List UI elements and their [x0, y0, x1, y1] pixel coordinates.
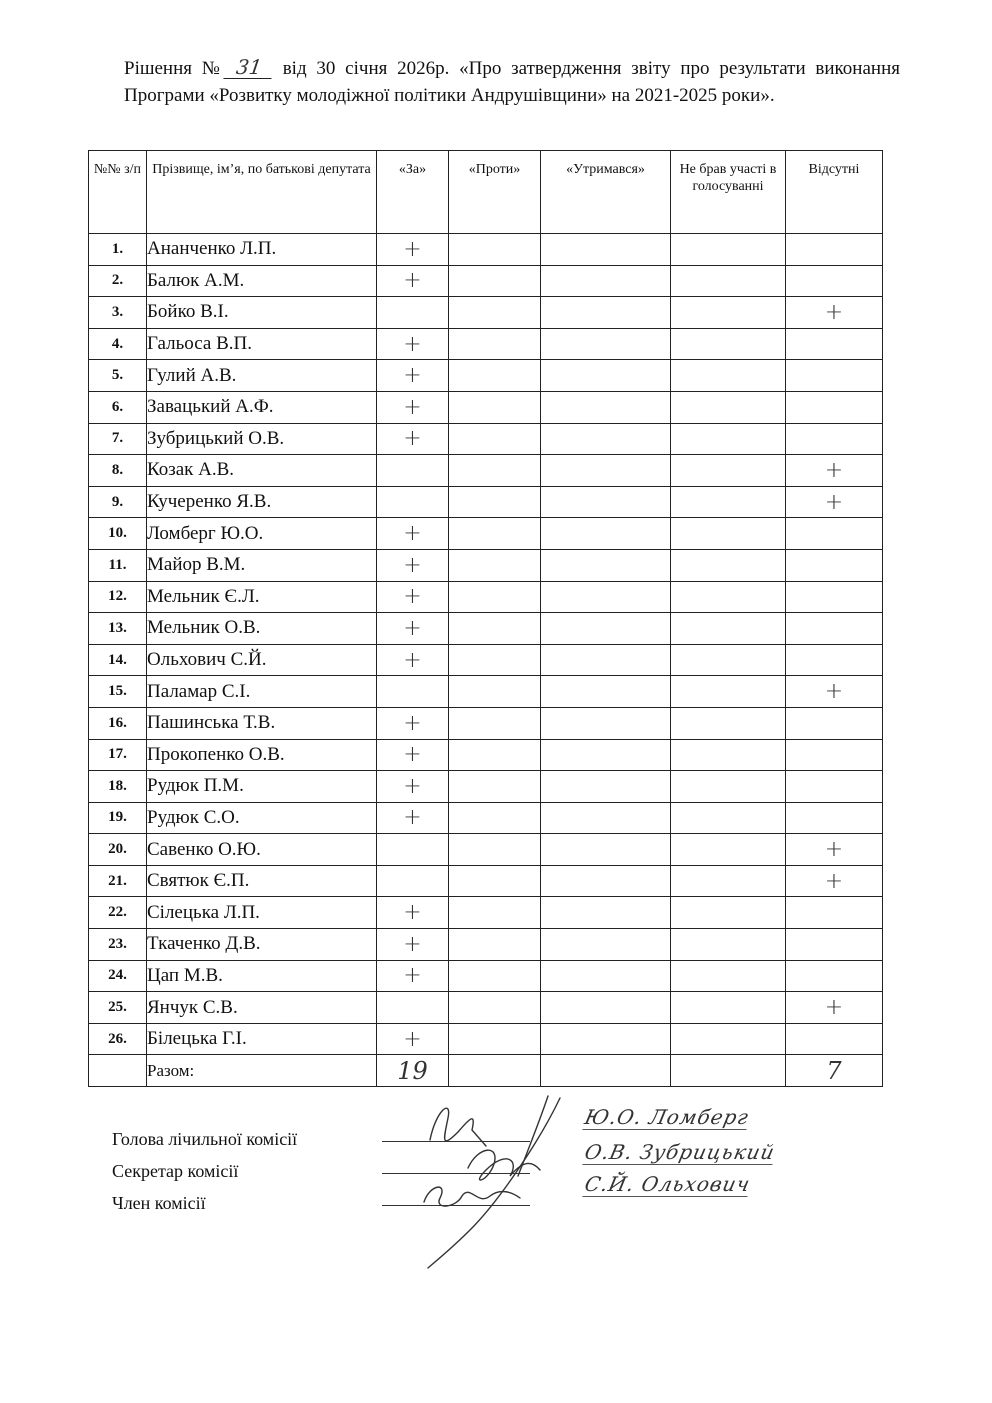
plus-mark-icon: + [824, 679, 844, 705]
plus-mark-icon: + [403, 394, 422, 420]
row-number: 14. [89, 644, 147, 676]
row-number: 12. [89, 581, 147, 613]
decision-title: від 30 січня 2026р. «Про затвердження звіту про результати виконання Програми «Розвитку молодіжної політики Андрушівщини» на 2021-2025 роки». [124, 58, 900, 106]
signature-scribble-chair [430, 1108, 486, 1146]
row-number: 6. [89, 391, 147, 423]
row-number: 13. [89, 613, 147, 645]
row-number: 26. [89, 1023, 147, 1055]
deputy-name: Сілецька Л.П. [147, 897, 377, 929]
deputy-name: Цап М.В. [147, 960, 377, 992]
deputy-name: Янчук С.В. [147, 992, 377, 1024]
deputy-name: Пашинська Т.В. [147, 707, 377, 739]
plus-mark-icon: + [403, 742, 422, 768]
plus-mark-icon: + [403, 236, 422, 262]
plus-mark-icon: + [403, 931, 422, 957]
plus-mark-icon: + [403, 363, 422, 389]
deputy-name: Ананченко Л.П. [147, 234, 377, 266]
deputy-name: Балюк А.М. [147, 265, 377, 297]
signature-scribble-tail [428, 1098, 560, 1268]
row-number: 15. [89, 676, 147, 708]
plus-mark-icon: + [403, 426, 422, 452]
deputy-name: Савенко О.Ю. [147, 834, 377, 866]
plus-mark-icon: + [824, 837, 844, 863]
row-number: 21. [89, 865, 147, 897]
deputy-name: Ольхович С.Й. [147, 644, 377, 676]
deputy-name: Гальоса В.П. [147, 328, 377, 360]
row-number: 8. [89, 455, 147, 487]
plus-mark-icon: + [824, 457, 844, 483]
plus-mark-icon: + [403, 647, 422, 673]
row-number: 5. [89, 360, 147, 392]
row-number: 19. [89, 802, 147, 834]
deputy-name: Мельник Є.Л. [147, 581, 377, 613]
role-chair: Голова лічильної комісії [112, 1129, 298, 1149]
deputy-name: Мельник О.В. [147, 613, 377, 645]
plus-mark-icon: + [403, 268, 422, 294]
deputy-name: Зубрицький О.В. [147, 423, 377, 455]
row-number: 18. [89, 771, 147, 803]
signature-scribble-secretary [468, 1150, 540, 1180]
plus-mark-icon: + [824, 868, 844, 894]
deputy-name: Бойко В.І. [147, 297, 377, 329]
deputy-name: Святюк Є.П. [147, 865, 377, 897]
plus-mark-icon: + [824, 299, 844, 325]
signature-name-chair: Ю.О. Ломберг [582, 1105, 752, 1129]
plus-mark-icon: + [403, 331, 422, 357]
decision-label: Рішення № [124, 58, 225, 79]
deputy-name: Завацький А.Ф. [147, 391, 377, 423]
deputy-name: Ломберг Ю.О. [147, 518, 377, 550]
plus-mark-icon: + [403, 805, 422, 831]
signature-scribble-member [424, 1187, 520, 1206]
deputy-name: Паламар С.І. [147, 676, 377, 708]
row-number: 4. [89, 328, 147, 360]
plus-mark-icon: + [403, 521, 422, 547]
deputy-name: Рудюк С.О. [147, 802, 377, 834]
total-za: 19 [377, 1055, 449, 1087]
col-header-proty: «Проти» [449, 151, 541, 234]
plus-mark-icon: + [403, 773, 422, 799]
row-number: 9. [89, 486, 147, 518]
total-absent: 7 [786, 1055, 883, 1087]
row-number: 23. [89, 929, 147, 961]
plus-mark-icon: + [403, 615, 422, 641]
col-header-za: «За» [377, 151, 449, 234]
row-number: 10. [89, 518, 147, 550]
row-number: 25. [89, 992, 147, 1024]
deputy-name: Рудюк П.М. [147, 771, 377, 803]
plus-mark-icon: + [824, 489, 844, 515]
deputy-name: Майор В.М. [147, 549, 377, 581]
plus-mark-icon: + [403, 1026, 422, 1052]
row-number: 2. [89, 265, 147, 297]
row-number: 16. [89, 707, 147, 739]
col-header-vidsutni: Відсутні [786, 151, 883, 234]
plus-mark-icon: + [403, 900, 422, 926]
row-number: 24. [89, 960, 147, 992]
role-member: Член комісії [112, 1193, 206, 1213]
row-number: 20. [89, 834, 147, 866]
row-number: 7. [89, 423, 147, 455]
plus-mark-icon: + [403, 710, 422, 736]
role-secretary: Секретар комісії [112, 1161, 239, 1181]
row-number: 17. [89, 739, 147, 771]
plus-mark-icon: + [824, 995, 844, 1021]
signature-name-secretary: О.В. Зубрицький [582, 1140, 778, 1164]
signature-name-member: С.Й. Ольхович [582, 1172, 753, 1196]
deputy-name: Ткаченко Д.В. [147, 929, 377, 961]
plus-mark-icon: + [403, 584, 422, 610]
deputy-name: Прокопенко О.В. [147, 739, 377, 771]
col-header-utrymavsia: «Утримався» [541, 151, 671, 234]
deputy-name: Кучеренко Я.В. [147, 486, 377, 518]
plus-mark-icon: + [403, 552, 422, 578]
deputy-name: Білецька Г.І. [147, 1023, 377, 1055]
decision-number: 31 [223, 56, 274, 79]
row-number: 1. [89, 234, 147, 266]
deputy-name: Козак А.В. [147, 455, 377, 487]
col-header-name: Прізвище, ім’я, по батькові депутата [147, 151, 377, 234]
row-number: 3. [89, 297, 147, 329]
row-number: 11. [89, 549, 147, 581]
row-number: 22. [89, 897, 147, 929]
col-header-number: №№ з/п [89, 151, 147, 234]
col-header-ne-brav: Не брав участі в голосуванні [671, 151, 786, 234]
plus-mark-icon: + [403, 963, 422, 989]
deputy-name: Гулий А.В. [147, 360, 377, 392]
total-label: Разом: [147, 1055, 377, 1087]
